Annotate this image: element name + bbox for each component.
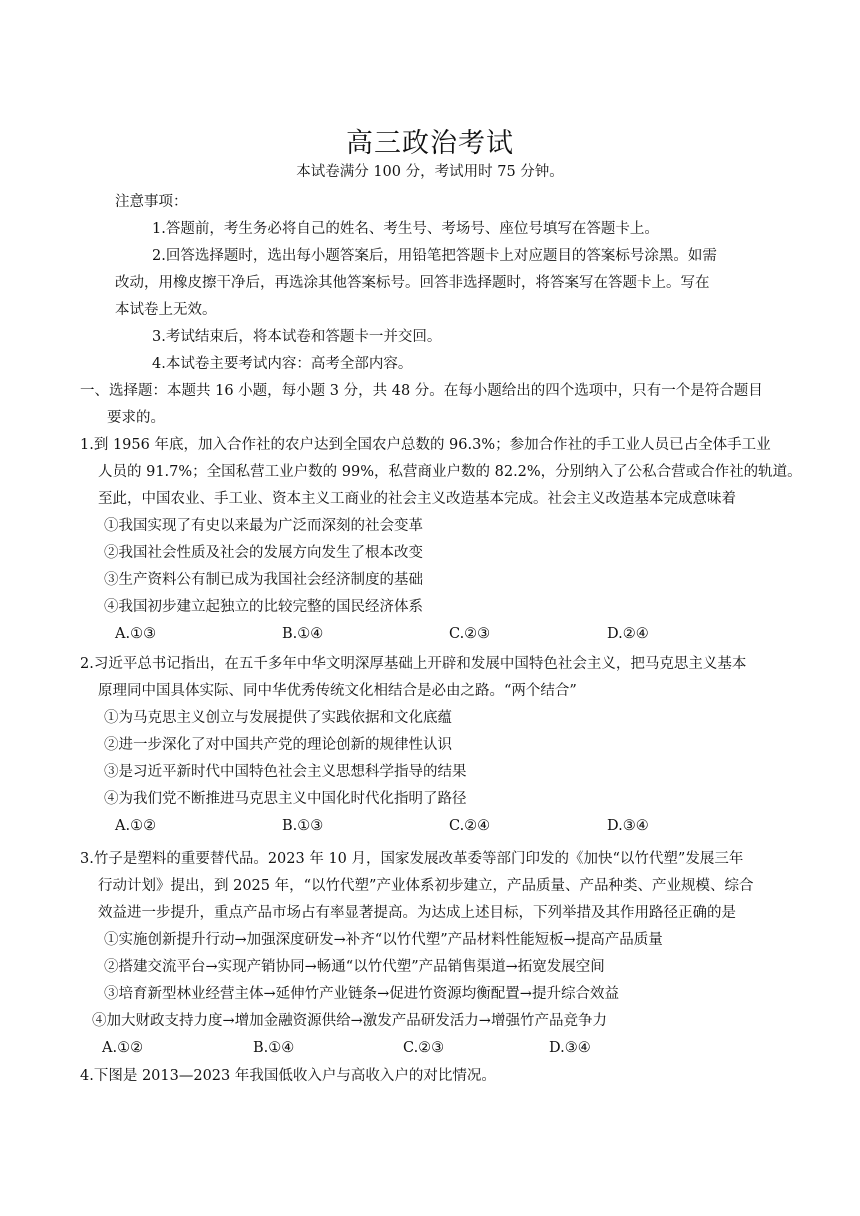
question-3-line-1: 3.竹子是塑料的重要替代品。2023 年 10 月，国家发展改革委等部门印发的《加快“以竹代塑”发展三年 — [80, 851, 744, 867]
question-2-option-c: C.②④ — [449, 818, 491, 834]
page-subtitle: 本试卷满分 100 分，考试用时 75 分钟。 — [296, 164, 564, 180]
question-2-statement-4: ④为我们党不断推进马克思主义中国化时代化指明了路径 — [104, 791, 467, 807]
question-2-option-a: A.①② — [115, 818, 157, 834]
question-1-statement-4: ④我国初步建立起独立的比较完整的国民经济体系 — [104, 599, 423, 615]
question-1-option-b: B.①④ — [282, 626, 324, 642]
question-2-line-2: 原理同中国具体实际、同中华优秀传统文化相结合是必由之路。“两个结合” — [98, 683, 577, 699]
section-heading-line-2: 要求的。 — [107, 410, 165, 426]
question-1-statement-3: ③生产资料公有制已成为我国社会经济制度的基础 — [104, 572, 423, 588]
notice-item-3: 3.考试结束后，将本试卷和答题卡一并交回。 — [152, 329, 442, 345]
page-title: 高三政治考试 — [346, 128, 514, 159]
question-1-line-1: 1.到 1956 年底，加入合作社的农户达到全国农户总数的 96.3%；参加合作社的手工业人员已占全体手工业 — [80, 437, 771, 453]
question-3-option-a: A.①② — [102, 1040, 144, 1056]
question-3-option-d: D.③④ — [549, 1040, 591, 1056]
question-2-statement-3: ③是习近平新时代中国特色社会主义思想科学指导的结果 — [104, 764, 467, 780]
question-1-line-2: 人员的 91.7%；全国私营工业户数的 99%，私营商业户数的 82.2%，分别纳入了公私合营或合作社的轨道。 — [98, 464, 802, 480]
question-3-statement-3: ③培育新型林业经营主体→延伸竹产业链条→促进竹资源均衡配置→提升综合效益 — [104, 986, 619, 1002]
section-heading-line-1: 一、选择题：本题共 16 小题，每小题 3 分，共 48 分。在每小题给出的四个选项中，只有一个是符合题目 — [80, 383, 763, 399]
notice-item-2-line-3: 本试卷上无效。 — [115, 302, 217, 318]
notice-item-1: 1.答题前，考生务必将自己的姓名、考生号、考场号、座位号填写在答题卡上。 — [152, 221, 659, 237]
notice-item-2-line-1: 2.回答选择题时，选出每小题答案后，用铅笔把答题卡上对应题目的答案标号涂黑。如需 — [152, 248, 717, 264]
question-2-line-1: 2.习近平总书记指出，在五千多年中华文明深厚基础上开辟和发展中国特色社会主义，把马克思主义基本 — [80, 656, 747, 672]
question-1-line-3: 至此，中国农业、手工业、资本主义工商业的社会主义改造基本完成。社会主义改造基本完成意味着 — [98, 491, 736, 507]
question-3-statement-1: ①实施创新提升行动→加强深度研发→补齐“以竹代塑”产品材料性能短板→提高产品质量 — [104, 932, 663, 948]
question-3-statement-4: ④加大财政支持力度→增加金融资源供给→激发产品研发活力→增强竹产品竞争力 — [92, 1013, 607, 1029]
question-3-option-b: B.①④ — [253, 1040, 295, 1056]
question-2-option-b: B.①③ — [282, 818, 324, 834]
question-1-option-c: C.②③ — [449, 626, 491, 642]
question-3-option-c: C.②③ — [403, 1040, 445, 1056]
question-2-statement-2: ②进一步深化了对中国共产党的理论创新的规律性认识 — [104, 737, 452, 753]
question-3-line-2: 行动计划》提出，到 2025 年，“以竹代塑”产业体系初步建立，产品质量、产品种类、产业规模、综合 — [98, 878, 754, 894]
question-1-statement-1: ①我国实现了有史以来最为广泛而深刻的社会变革 — [104, 518, 423, 534]
notice-heading: 注意事项： — [115, 194, 188, 210]
question-1-option-a: A.①③ — [115, 626, 157, 642]
question-3-statement-2: ②搭建交流平台→实现产销协同→畅通“以竹代塑”产品销售渠道→拓宽发展空间 — [104, 959, 605, 975]
question-1-statement-2: ②我国社会性质及社会的发展方向发生了根本改变 — [104, 545, 423, 561]
question-2-statement-1: ①为马克思主义创立与发展提供了实践依据和文化底蕴 — [104, 710, 452, 726]
question-4-line-1: 4.下图是 2013—2023 年我国低收入户与高收入户的对比情况。 — [80, 1068, 496, 1084]
notice-item-2-line-2: 改动，用橡皮擦干净后，再选涂其他答案标号。回答非选择题时，将答案写在答题卡上。写在 — [115, 275, 710, 291]
question-1-option-d: D.②④ — [607, 626, 649, 642]
notice-item-4: 4.本试卷主要考试内容：高考全部内容。 — [152, 356, 413, 372]
question-3-line-3: 效益进一步提升，重点产品市场占有率显著提高。为达成上述目标，下列举措及其作用路径正确的是 — [98, 905, 736, 921]
question-2-option-d: D.③④ — [607, 818, 649, 834]
